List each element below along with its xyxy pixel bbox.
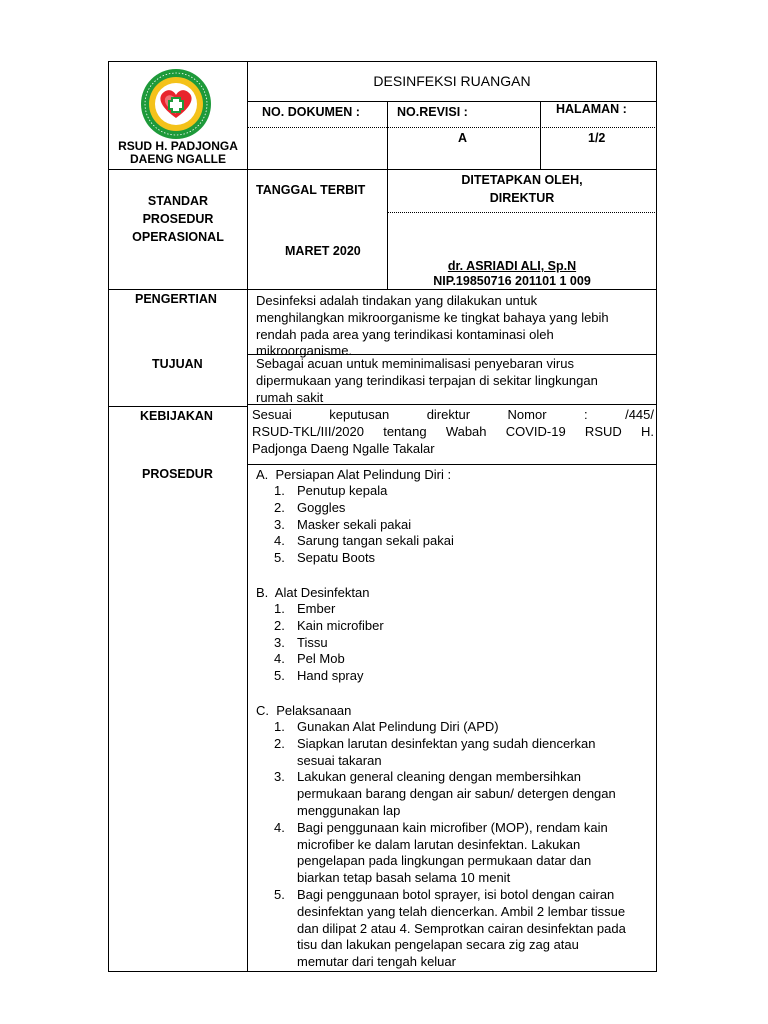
text-line: rumah sakit [256,389,324,405]
text-line: Sebagai acuan untuk meminimalisasi penyebaran virus [256,356,574,371]
text-line: Sarung tangan sekali pakai [297,533,454,549]
list-number: 1. [274,600,285,616]
hospital-name-line2: DAENG NGALLE [130,152,226,166]
list-item [256,601,658,618]
list-number: 4. [274,819,285,835]
table-border-top [108,61,657,62]
hospital-name-line1: RSUD H. PADJONGA [118,139,238,153]
section-a-title: A. Persiapan Alat Pelindung Diri : [256,467,452,482]
list-number: 2. [274,499,285,515]
tujuan-label: TUJUAN [152,357,203,371]
text-line: biarkan tetap basah selama 10 menit [297,870,511,886]
hospital-name [108,140,248,166]
list-item [256,719,658,736]
no-revisi-label: NO.REVISI : [397,105,468,119]
text-line: Penutup kepala [297,483,388,498]
pengertian-label: PENGERTIAN [135,292,217,306]
halaman-label: HALAMAN : [556,102,627,116]
list-item [256,635,658,652]
row-divider [108,289,657,290]
text-line: Ember [297,600,336,616]
text-line: dipermukaan yang terindikasi terpajan di sekitar lingkungan [256,372,598,388]
text-line: Bagi penggunaan botol sprayer, isi botol dengan cairan [297,886,615,902]
text-line: dan dilipat 2 atau 4. Semprotkan cairan desinfektan pada [297,920,626,936]
text-line: Sesuai keputusan direktur Nomor : /445/ [252,407,654,422]
sop-label-line2: PROSEDUR [142,212,214,226]
list-number: 2. [274,617,285,633]
list-item [256,736,658,770]
list-item [256,533,658,550]
text-line: Desinfeksi adalah tindakan yang dilakukan untuk [256,293,538,308]
ditetapkan-line1: DITETAPKAN OLEH, [461,173,583,187]
list-item [256,769,658,819]
text-line: RSUD-TKL/III/2020 tentang Wabah COVID-19 RSUD H. [252,423,654,439]
text-line: Gunakan Alat Pelindung Diri (APD) [297,718,499,734]
text-line: sesuai takaran [297,752,382,768]
prosedur-label: PROSEDUR [142,467,213,481]
ditetapkan-oleh [387,171,657,207]
table-border-bottom [108,971,657,972]
list-item [256,500,658,517]
sop-label [108,192,248,246]
list-item [256,820,658,887]
text-line: Kain microfiber [297,617,384,633]
sop-label-line1: STANDAR [147,194,209,208]
prosedur-content [256,466,658,971]
row-divider-dotted [247,127,657,128]
text-line: desinfektan yang telah diencerkan. Ambil 2 lembar tissue [297,903,626,919]
text-line: memutar dari tengah keluar [297,954,456,970]
list-item [256,668,658,685]
text-line: Sepatu Boots [297,550,376,566]
list-number: 1. [274,483,285,498]
text-line: menghilangkan mikroorganisme ke tingkat bahaya yang lebih [256,309,609,325]
list-number: 3. [274,516,285,532]
text-line: Masker sekali pakai [297,516,412,532]
text-line: rendah pada area yang terindikasi kontaminasi oleh [256,326,554,342]
text-line: Bagi penggunaan kain microfiber (MOP), rendam kain [297,819,608,835]
list-number: 2. [274,735,285,751]
director-name: dr. ASRIADI ALI, Sp.N [447,259,577,273]
tanggal-terbit-value: MARET 2020 [285,244,361,258]
director-nip: NIP.19850716 201101 1 009 [433,274,591,288]
no-dokumen-label: NO. DOKUMEN : [262,105,360,119]
row-divider [108,169,657,170]
list-item [256,887,658,971]
text-line: Tissu [297,634,328,650]
list-number: 5. [274,550,285,566]
list-item [256,517,658,534]
text-line: permukaan barang dengan air sabun/ detergen dengan [297,786,616,802]
list-number: 1. [274,718,285,734]
column-divider [540,101,541,169]
halaman-value: 1/2 [588,131,606,145]
list-item [256,618,658,635]
list-number: 4. [274,651,285,667]
list-number: 3. [274,634,285,650]
text-line: mikroorganisme. [256,343,353,359]
list-item [256,483,658,500]
text-line: Pel Mob [297,651,345,667]
hospital-logo-icon [140,68,212,140]
text-line: pengelapan pada lingkungan permukaan datar dan [297,853,592,869]
section-c-title: C. Pelaksanaan [256,702,352,718]
list-number: 3. [274,769,285,785]
sop-label-line3: OPERASIONAL [132,230,224,244]
director-signature-block [387,259,637,289]
text-line: Goggles [297,499,346,515]
row-divider [108,406,248,407]
list-item [256,651,658,668]
list-number: 4. [274,533,285,549]
kebijakan-text [252,407,654,457]
text-line: Siapkan larutan desinfektan yang sudah diencerkan [297,735,596,751]
list-number: 5. [274,668,285,684]
text-line: Padjonga Daeng Ngalle Takalar [252,440,435,456]
pengertian-text [256,293,656,360]
no-revisi-value: A [458,131,468,145]
list-number: 5. [274,886,285,902]
section-b-title: B. Alat Desinfektan [256,584,370,600]
text-line: Lakukan general cleaning dengan membersihkan [297,769,582,785]
text-line: tisu dan lakukan pengelapan secara zig zag atau [297,937,579,953]
list-item [256,550,658,567]
text-line: Hand spray [297,668,364,684]
text-line: microfiber ke dalam larutan desinfektan. Lakukan [297,836,581,852]
kebijakan-label: KEBIJAKAN [140,409,213,423]
row-divider-dotted [387,212,657,213]
tanggal-terbit-label: TANGGAL TERBIT [256,183,366,197]
ditetapkan-line2: DIREKTUR [489,191,555,205]
tujuan-text [256,356,656,406]
row-divider [247,464,657,465]
document-title: DESINFEKSI RUANGAN [373,73,531,89]
text-line: menggunakan lap [297,802,401,818]
